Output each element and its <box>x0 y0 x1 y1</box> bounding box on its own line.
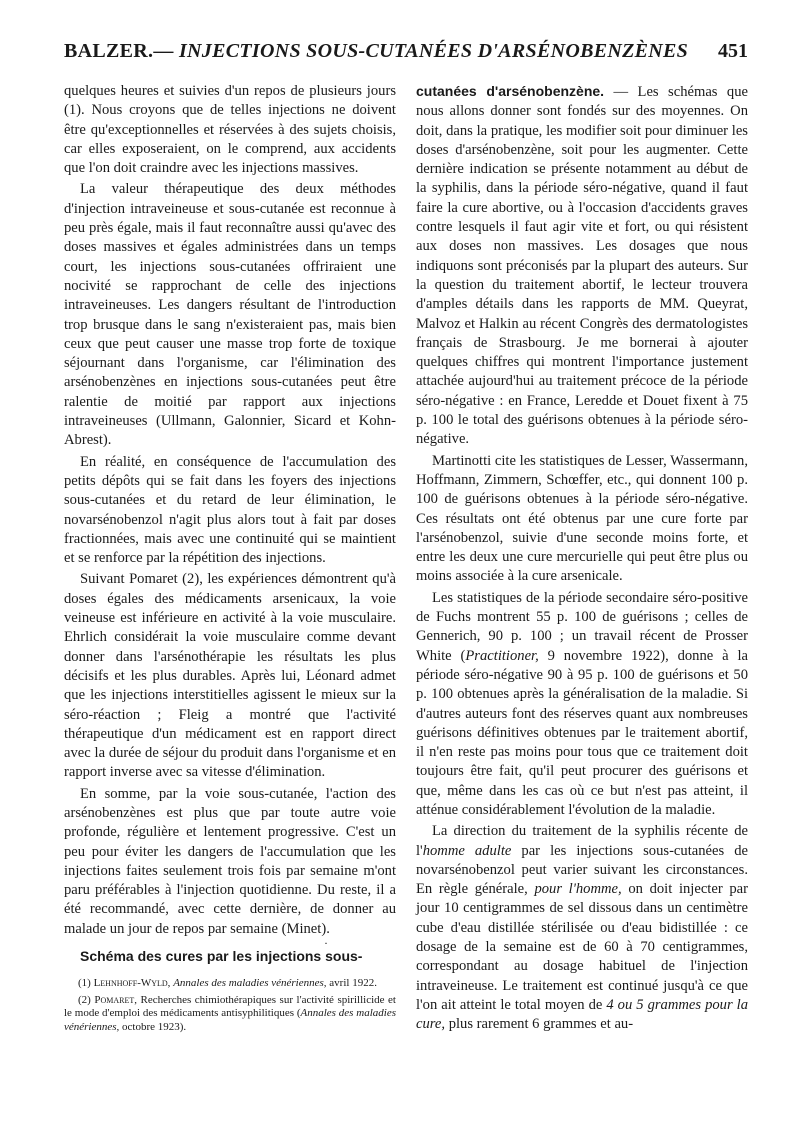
footnotes <box>64 977 396 1034</box>
left-column <box>64 82 396 1037</box>
header-title <box>64 40 688 63</box>
section-heading-start <box>64 947 396 967</box>
paragraph-text: par les injections sous-cutanées de novarsénobenzol peut varier suivant les circonstances. En règle générale, <box>416 842 748 898</box>
page-number: 451 <box>718 40 748 62</box>
paragraph: Martinotti cite les statistiques de Lesser, Wassermann, Hoffmann, Zimmern, Schœffer, etc., qui donnent 100 p. 100 de guérisons obtenues à la période séro-négative. Ces résultats ont été obtenus par une cure forte par l'arsénobenzol, suivie d'une seconde moins forte, et entre les deux une cure mercurielle qui peut être plus ou moins associée à la cure arsenicale. <box>416 452 748 585</box>
paragraph: Suivant Pomaret (2), les expériences démontrent qu'à doses égales des médicaments arsenicaux, la voie veineuse est inférieure en activité à la voie musculaire. Ehrlich considérait la voie musculaire comme devant donner dans l'arsénothérapie les résultats les plus décisifs et les plus durables. Après lui, Léonard admet que les injections interstitielles agissent le mieux sur la séro-réaction ; Fleig a montré que l'activité thérapeutique d'un médicament est en rapport direct avec la durée de séjour du produit dans l'organisme et en rapport inverse avec sa vitesse d'élimination. <box>64 571 396 781</box>
section-heading: Schéma des cures par les injections sous- <box>80 948 363 965</box>
paragraph-text: Les statistiques de la période secondaire séro-positive de Fuchs montrent 55 p. 100 de guérisons ; celles de Gennerich, 90 p. 100 ; un travail récent de Prosser White ( <box>416 589 748 664</box>
header-article-title: INJECTIONS SOUS-CUTANÉES D'ARSÉNOBENZÈNES <box>178 40 689 62</box>
footnote-text: Recherches chimiothérapiques sur l'activité spirillicide et le mode d'emploi des médicaments antisyphilitiques ( <box>64 993 396 1020</box>
emphasis: pour l'homme, <box>534 881 622 898</box>
paragraph <box>416 589 748 821</box>
header-author: BALZER.— <box>64 40 179 62</box>
footnote-journal: Annales des maladies vénériennes, <box>64 1007 396 1033</box>
footnote-author: Lehnhoff-Wyld, <box>93 977 171 990</box>
paragraph: La valeur thérapeutique des deux méthodes d'injection intraveineuse et sous-cutanée est reconnue à peu près égale, mais il faut reconnaître aussi qu'avec des doses massives et égales administrées dans un temps court, les injections sous-cutanées offriraient une nocivité se rapprochant de celle des injections intraveineuses. Les dangers résultant de l'introduction trop brusque dans le sang n'existeraient pas, mais bien ceux que peut causer une masse trop forte de toxique séjournant dans l'organisme, car l'élimination des arsénobenzènes en injections sous-cutanées peut être ralentie de moitié par rapport aux injections intraveineuses (Ullmann, Galonnier, Sicard et Kohn-Abrest). <box>64 181 396 449</box>
paragraph <box>416 822 748 1034</box>
journal-title: Practitioner, <box>465 647 539 664</box>
paragraph-text: La direction du traitement de la syphilis récente de l' <box>416 823 748 859</box>
running-header <box>64 40 748 72</box>
paragraph <box>416 82 748 450</box>
footnote-journal: Annales des maladies vénériennes, <box>173 977 327 990</box>
paragraph-text: on doit injecter par jour 10 centigrammes de sel dissous dans un centimètre cube d'eau distillée stérilisée ou d'eau bidistillée : ce dosage de la semaine est de 60 à 70 centigrammes, correspondant au dosage habituel de l'injection intraveineuse. Le traitement est continué jusqu'à ce que l'on ait atteint le total moyen de <box>416 881 748 1013</box>
right-column <box>416 82 748 1037</box>
footnote-date: octobre 1923). <box>122 1020 187 1033</box>
paragraph: En réalité, en conséquence de l'accumulation des petits dépôts qui se fait dans les foyers des injections sous-cutanées et du retard de leur élimination, le novarsénobenzol n'agit plus alors tout à fait par doses fractionnées, mais avec une continuité qui se maintient et se renforce par la répétition des injections. <box>64 453 396 567</box>
two-column-body <box>64 82 748 1037</box>
paragraph-text: 9 novembre 1922), donne à la période séro-négative 90 à 95 p. 100 de guérisons et 50 p. 100 obtenues après la généralisation de la maladie. Si d'autres auteurs font des réserves quant aux nombreuses guérisons définitives obtenues par le traitement abortif, il n'en reste pas moins pour tous que ce traitement doit toujours être fait, qu'il peut procurer des guérisons et que, même dans les cas où ce but n'est pas atteint, il atténue considérablement l'évolution de la maladie. <box>416 647 748 818</box>
stray-dot: · <box>324 936 328 951</box>
emphasis: 4 ou 5 grammes pour la cure, <box>416 996 749 1033</box>
footnote-date: avril 1922. <box>329 977 377 990</box>
paragraph: quelques heures et suivies d'un repos de plusieurs jours (1). Nous croyons que de telles injections ne doivent être qu'exceptionnelles et réservées à des sujets choisis, car elles exposeraient, on le comprend, aux accidents que l'on doit craindre avec les injections massives. <box>64 83 396 177</box>
footnote-1: (1) Lehnhoff-Wyld, Annales des maladies vénériennes, avril 1922. <box>78 977 377 990</box>
paragraph-text: — Les schémas que nous allons donner sont fondés sur des moyennes. On doit, dans la pratique, les modifier soit pour diminuer les doses d'arsénobenzène, soit pour les augmenter. Cette dernière indication se présente notamment au début de la syphilis, dans la période séro-négative, quand il faut faire la cure abortive, ou à l'occasion d'accidents graves contre lesquels il faut agir vite et fort, ou qui résistent aux doses non massives. Les dosages que nous indiquons sont préconisés par la plupart des auteurs. Sur la question du traitement abortif, le lecteur trouvera d'amples détails dans les rapports de MM. Queyrat, Malvoz et Halkin au récent Congrès des dermatologistes français de Strasbourg. Je me bornerai à ajouter quelques chiffres qui montrent l'importance justement attachée aujourd'hui au traitement précoce de la période séro-négative : en France, Leredde et Douet fixent à 75 p. 100 le total des guérisons obtenues à la période séro-négative. <box>416 84 748 448</box>
emphasis: homme adulte <box>422 842 512 859</box>
footnote-2: (2) Pomaret, Recherches chimiothérapiques sur l'activité spirillicide et le mode d'emploi des médicaments antisyphilitiques (Annales des maladies vénériennes, octobre 1923). <box>64 993 396 1033</box>
footnote-author: Pomaret, <box>94 993 138 1006</box>
paragraph-text: plus rarement 6 grammes et au- <box>445 1016 634 1033</box>
section-heading-end: cutanées d'arsénobenzène. <box>416 83 605 99</box>
paragraph: En somme, par la voie sous-cutanée, l'action des arsénobenzènes est plus que par toute autre voie profonde, régulière et lentement progressive. C'est un peu pour éviter les dangers de l'accumulation que les injections faites seulement trois fois par semaine m'ont paru préférables à l'injection quotidienne. Du reste, il a été recommandé, avec cette dernière, de donner au malade un jour de repos par semaine (Minet). <box>64 785 396 937</box>
